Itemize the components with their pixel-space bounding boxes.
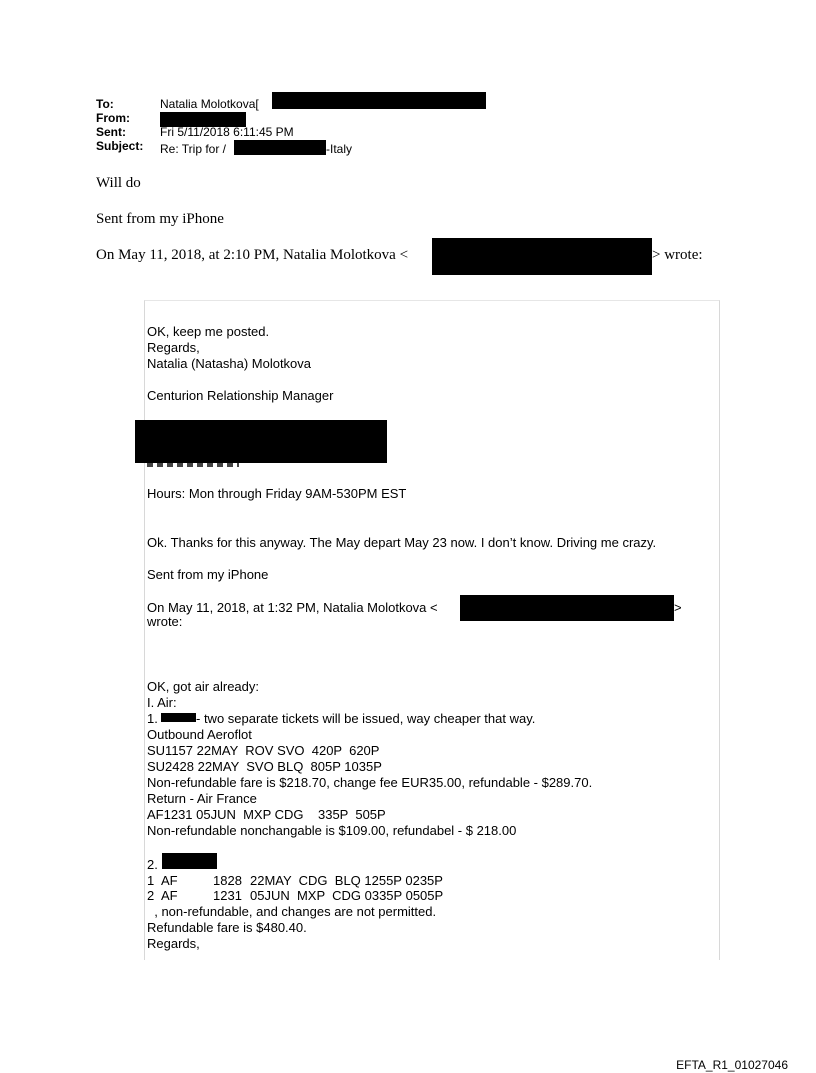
quote-intro-suffix: > wrote: — [652, 247, 703, 263]
flight-line: SU1157 22MAY ROV SVO 420P 620P — [147, 743, 380, 758]
flight-line: SU2428 22MAY SVO BLQ 805P 1035P — [147, 759, 382, 774]
redaction-box — [272, 92, 486, 109]
segment-number: 2 — [147, 888, 155, 903]
quoted-line: Regards, — [147, 340, 200, 355]
subject-suffix: -Italy — [326, 142, 353, 156]
quoted-line: OK, keep me posted. — [147, 324, 270, 339]
quoted-line: Natalia (Natasha) Molotkova — [147, 356, 312, 371]
segment-details: 05JUN MXP CDG 0335P 0505P — [250, 888, 444, 903]
quoted-line: Ok. Thanks for this anyway. The May depart May 23 now. I don’t know. Driving me crazy. — [147, 535, 657, 550]
signature-text: Sent from my iPhone — [96, 211, 224, 227]
quoted-line: Return - Air France — [147, 791, 257, 806]
quoted-line: 1. — [147, 711, 158, 726]
quoted-line: Regards, — [147, 936, 200, 951]
segment-carrier: AF — [161, 888, 178, 903]
quote-intro-prefix: On May 11, 2018, at 2:10 PM, Natalia Molotkova < — [96, 247, 409, 263]
quoted-line: Hours: Mon through Friday 9AM-530PM EST — [147, 486, 407, 501]
redaction-box — [161, 713, 196, 722]
segment-number: 1 — [147, 873, 155, 888]
quoted-line: Centurion Relationship Manager — [147, 388, 334, 403]
document-id: EFTA_R1_01027046 — [676, 1058, 788, 1072]
flight-line: AF1231 05JUN MXP CDG 335P 505P — [147, 807, 386, 822]
segment-carrier: AF — [161, 873, 178, 888]
redaction-box — [234, 140, 326, 155]
quoted-line: Refundable fare is $480.40. — [147, 920, 307, 935]
quoted-line: - two separate tickets will be issued, way cheaper that way. — [196, 711, 536, 726]
quoted-line: > — [674, 600, 682, 615]
redaction-residue — [147, 463, 239, 467]
redaction-box — [135, 420, 387, 463]
quoted-line: Non-refundable nonchangable is $109.00, refundabel - $ 218.00 — [147, 823, 517, 838]
quoted-line: wrote: — [147, 614, 183, 629]
sent-value: Fri 5/11/2018 6:11:45 PM — [160, 125, 294, 139]
redaction-box — [432, 238, 652, 275]
quoted-line: On May 11, 2018, at 1:32 PM, Natalia Molotkova < — [147, 600, 438, 615]
subject-prefix: Re: Trip for / — [160, 142, 227, 156]
segment-details: 22MAY CDG BLQ 1255P 0235P — [250, 873, 443, 888]
reply-text: Will do — [96, 175, 141, 191]
to-label: To: — [96, 97, 114, 111]
quoted-line: OK, got air already: — [147, 679, 259, 694]
redaction-box — [162, 853, 217, 869]
to-value: Natalia Molotkova[ — [160, 97, 259, 111]
quoted-line: Outbound Aeroflot — [147, 727, 252, 742]
subject-label: Subject: — [96, 139, 144, 153]
quoted-line: 2. — [147, 857, 158, 872]
quoted-line: Non-refundable fare is $218.70, change fee EUR35.00, refundable - $289.70. — [147, 775, 593, 790]
redaction-box — [460, 595, 674, 621]
from-label: From: — [96, 111, 130, 125]
quoted-line: Sent from my iPhone — [147, 567, 269, 582]
segment-flight: 1231 — [213, 888, 242, 903]
segment-flight: 1828 — [213, 873, 242, 888]
sent-label: Sent: — [96, 125, 126, 139]
quoted-line: I. Air: — [147, 695, 177, 710]
quoted-line: , non-refundable, and changes are not permitted. — [147, 904, 437, 919]
